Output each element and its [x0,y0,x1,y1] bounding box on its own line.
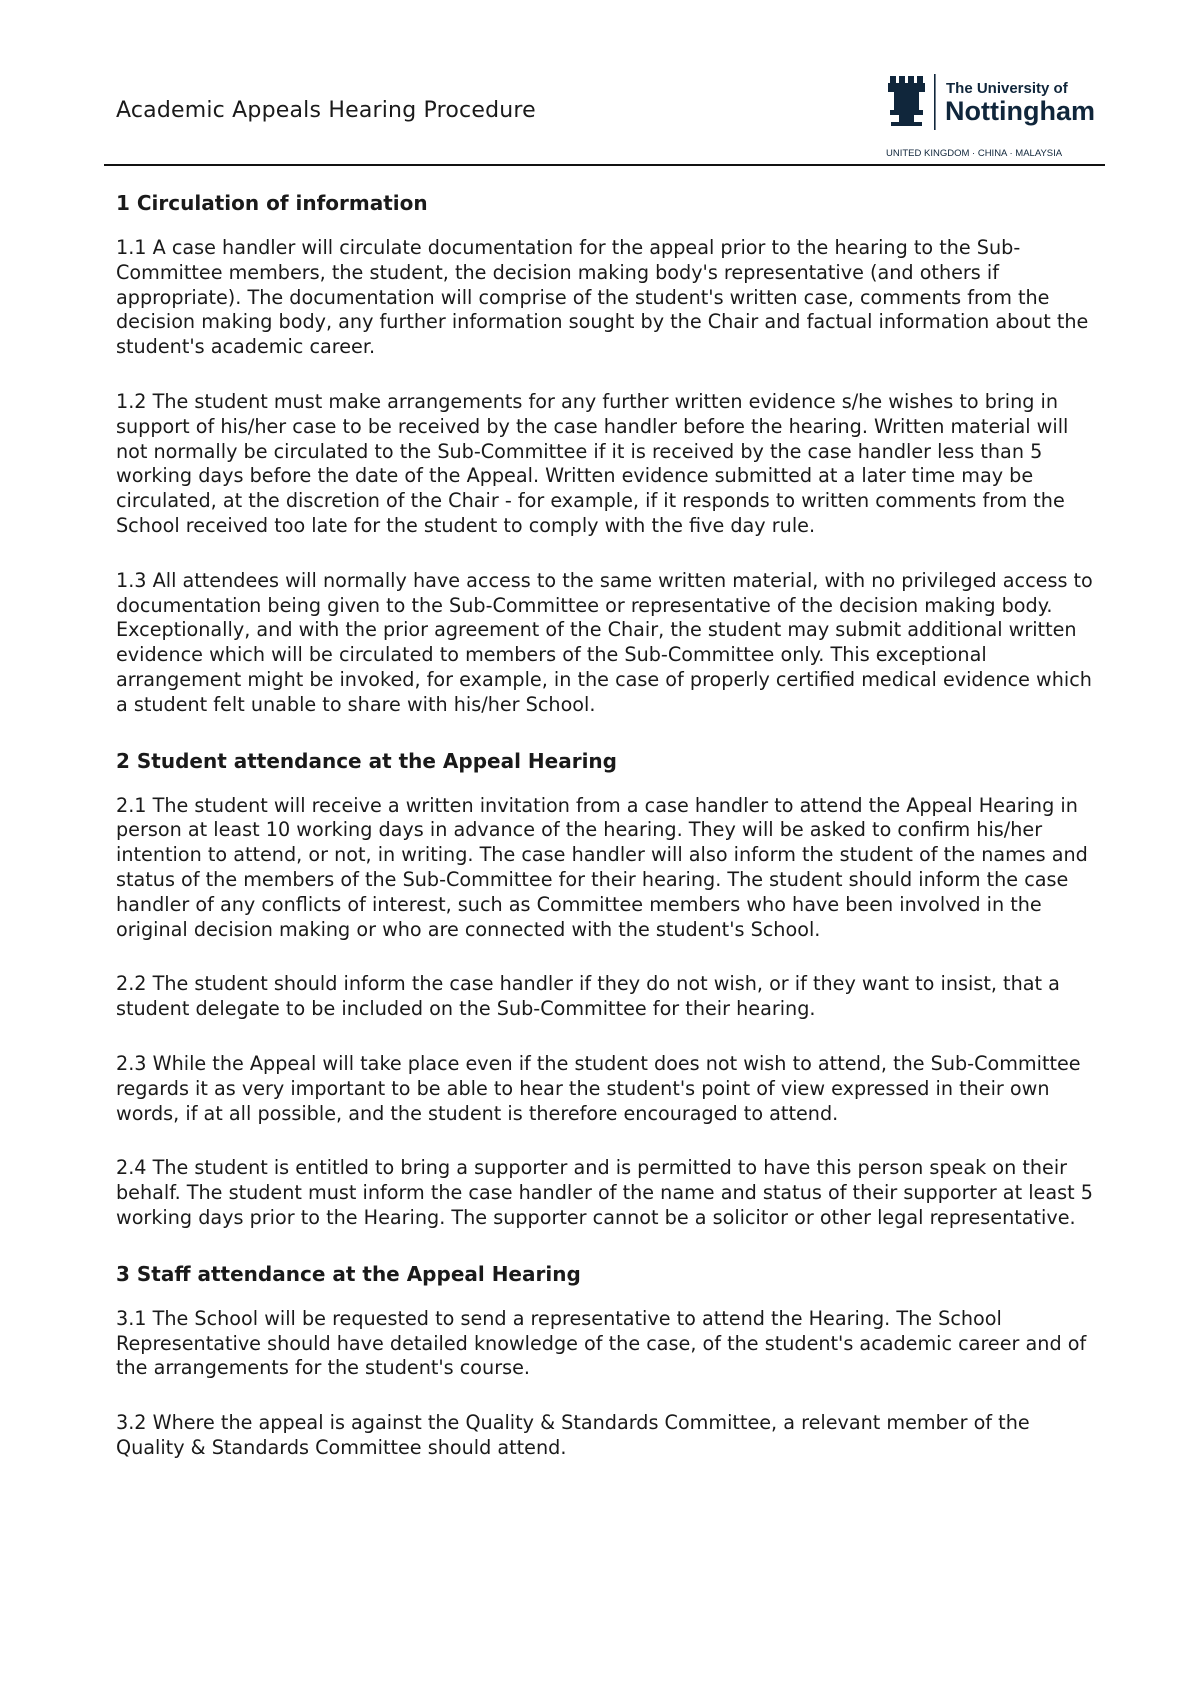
logo-line-2: Nottingham [945,96,1095,126]
section-student-attendance [116,748,1101,1231]
section-heading: 3 Staff attendance at the Appeal Hearing [116,1261,581,1286]
section-circulation [116,190,1101,718]
paragraph-2-3: 2.3 While the Appeal will take place even if the student does not wish to attend, the Sub-Committee regards it as very important to be able to hear the student's point of view expressed in their own words, if at all possible, and the student is therefore encouraged to attend. [116,1051,1081,1125]
section-heading: 2 Student attendance at the Appeal Hearing [116,748,617,773]
paragraph-3-2: 3.2 Where the appeal is against the Quality & Standards Committee, a relevant member of the Quality & Standards Committee should attend. [116,1411,1030,1459]
document-body [116,190,1101,1491]
document-title: Academic Appeals Hearing Procedure [116,98,536,123]
page-header [104,70,1104,166]
paragraph-1-2: 1.2 The student must make arrangements for any further written evidence s/he wishes to bring in support of his/her case to be received by the case handler before the hearing. Written material will not normally be circulated to the Sub-Committee if it is received by the case handler less than 5 working days before the date of the Appeal. Written evidence submitted at a later time may be circulated, at the discretion of the Chair - for example, if it responds to written comments from the School received too late for the student to comply with the five day rule. [116,389,1069,537]
castle-icon [888,76,925,126]
paragraph-1-1: 1.1 A case handler will circulate documentation for the appeal prior to the hearing to the Sub-Committee members, the student, the decision making body's representative (and others if appropriate). The documentation will comprise of the student's written case, comments from the decision making body, any further information sought by the Chair and factual information about the student's academic career. [116,236,1089,359]
logo-tagline: UNITED KINGDOM · CHINA · MALAYSIA [886,148,1063,159]
section-staff-attendance [116,1261,1101,1461]
header-divider [104,164,1105,166]
paragraph-2-1: 2.1 The student will receive a written invitation from a case handler to attend the Appeal Hearing in person at least 10 working days in advance of the hearing. They will be asked to confirm his/her intention to attend, or not, in writing. The case handler will also inform the student of the names and status of the members of the Sub-Committee for their hearing. The student should inform the case handler of any conflicts of interest, such as Committee members who have been involved in the original decision making or who are connected with the student's School. [116,793,1088,941]
logo-line-1: The University of [946,80,1068,97]
section-heading: 1 Circulation of information [116,191,428,215]
university-logo [884,74,1096,164]
paragraph-2-2: 2.2 The student should inform the case handler if they do not wish, or if they want to insist, that a student delegate to be included on the Sub-Committee for their hearing. [116,972,1060,1021]
paragraph-3-1: 3.1 The School will be requested to send a representative to attend the Hearing. The School Representative should have detailed knowledge of the case, of the student's academic career and of the arrangements for the student's course. [116,1306,1087,1380]
paragraph-1-3: 1.3 All attendees will normally have access to the same written material, with no privileged access to documentation being given to the Sub-Committee or representative of the decision making body. Exceptionally, and with the prior agreement of the Chair, the student may submit additional written evidence which will be circulated to members of the Sub-Committee only. This exceptional arrangement might be invoked, for example, in the case of properly certified medical evidence which a student felt unable to share with his/her School. [116,568,1093,716]
paragraph-2-4: 2.4 The student is entitled to bring a supporter and is permitted to have this person speak on their behalf. The student must inform the case handler of the name and status of their supporter at least 5 working days prior to the Hearing. The supporter cannot be a solicitor or other legal representative. [116,1156,1093,1229]
